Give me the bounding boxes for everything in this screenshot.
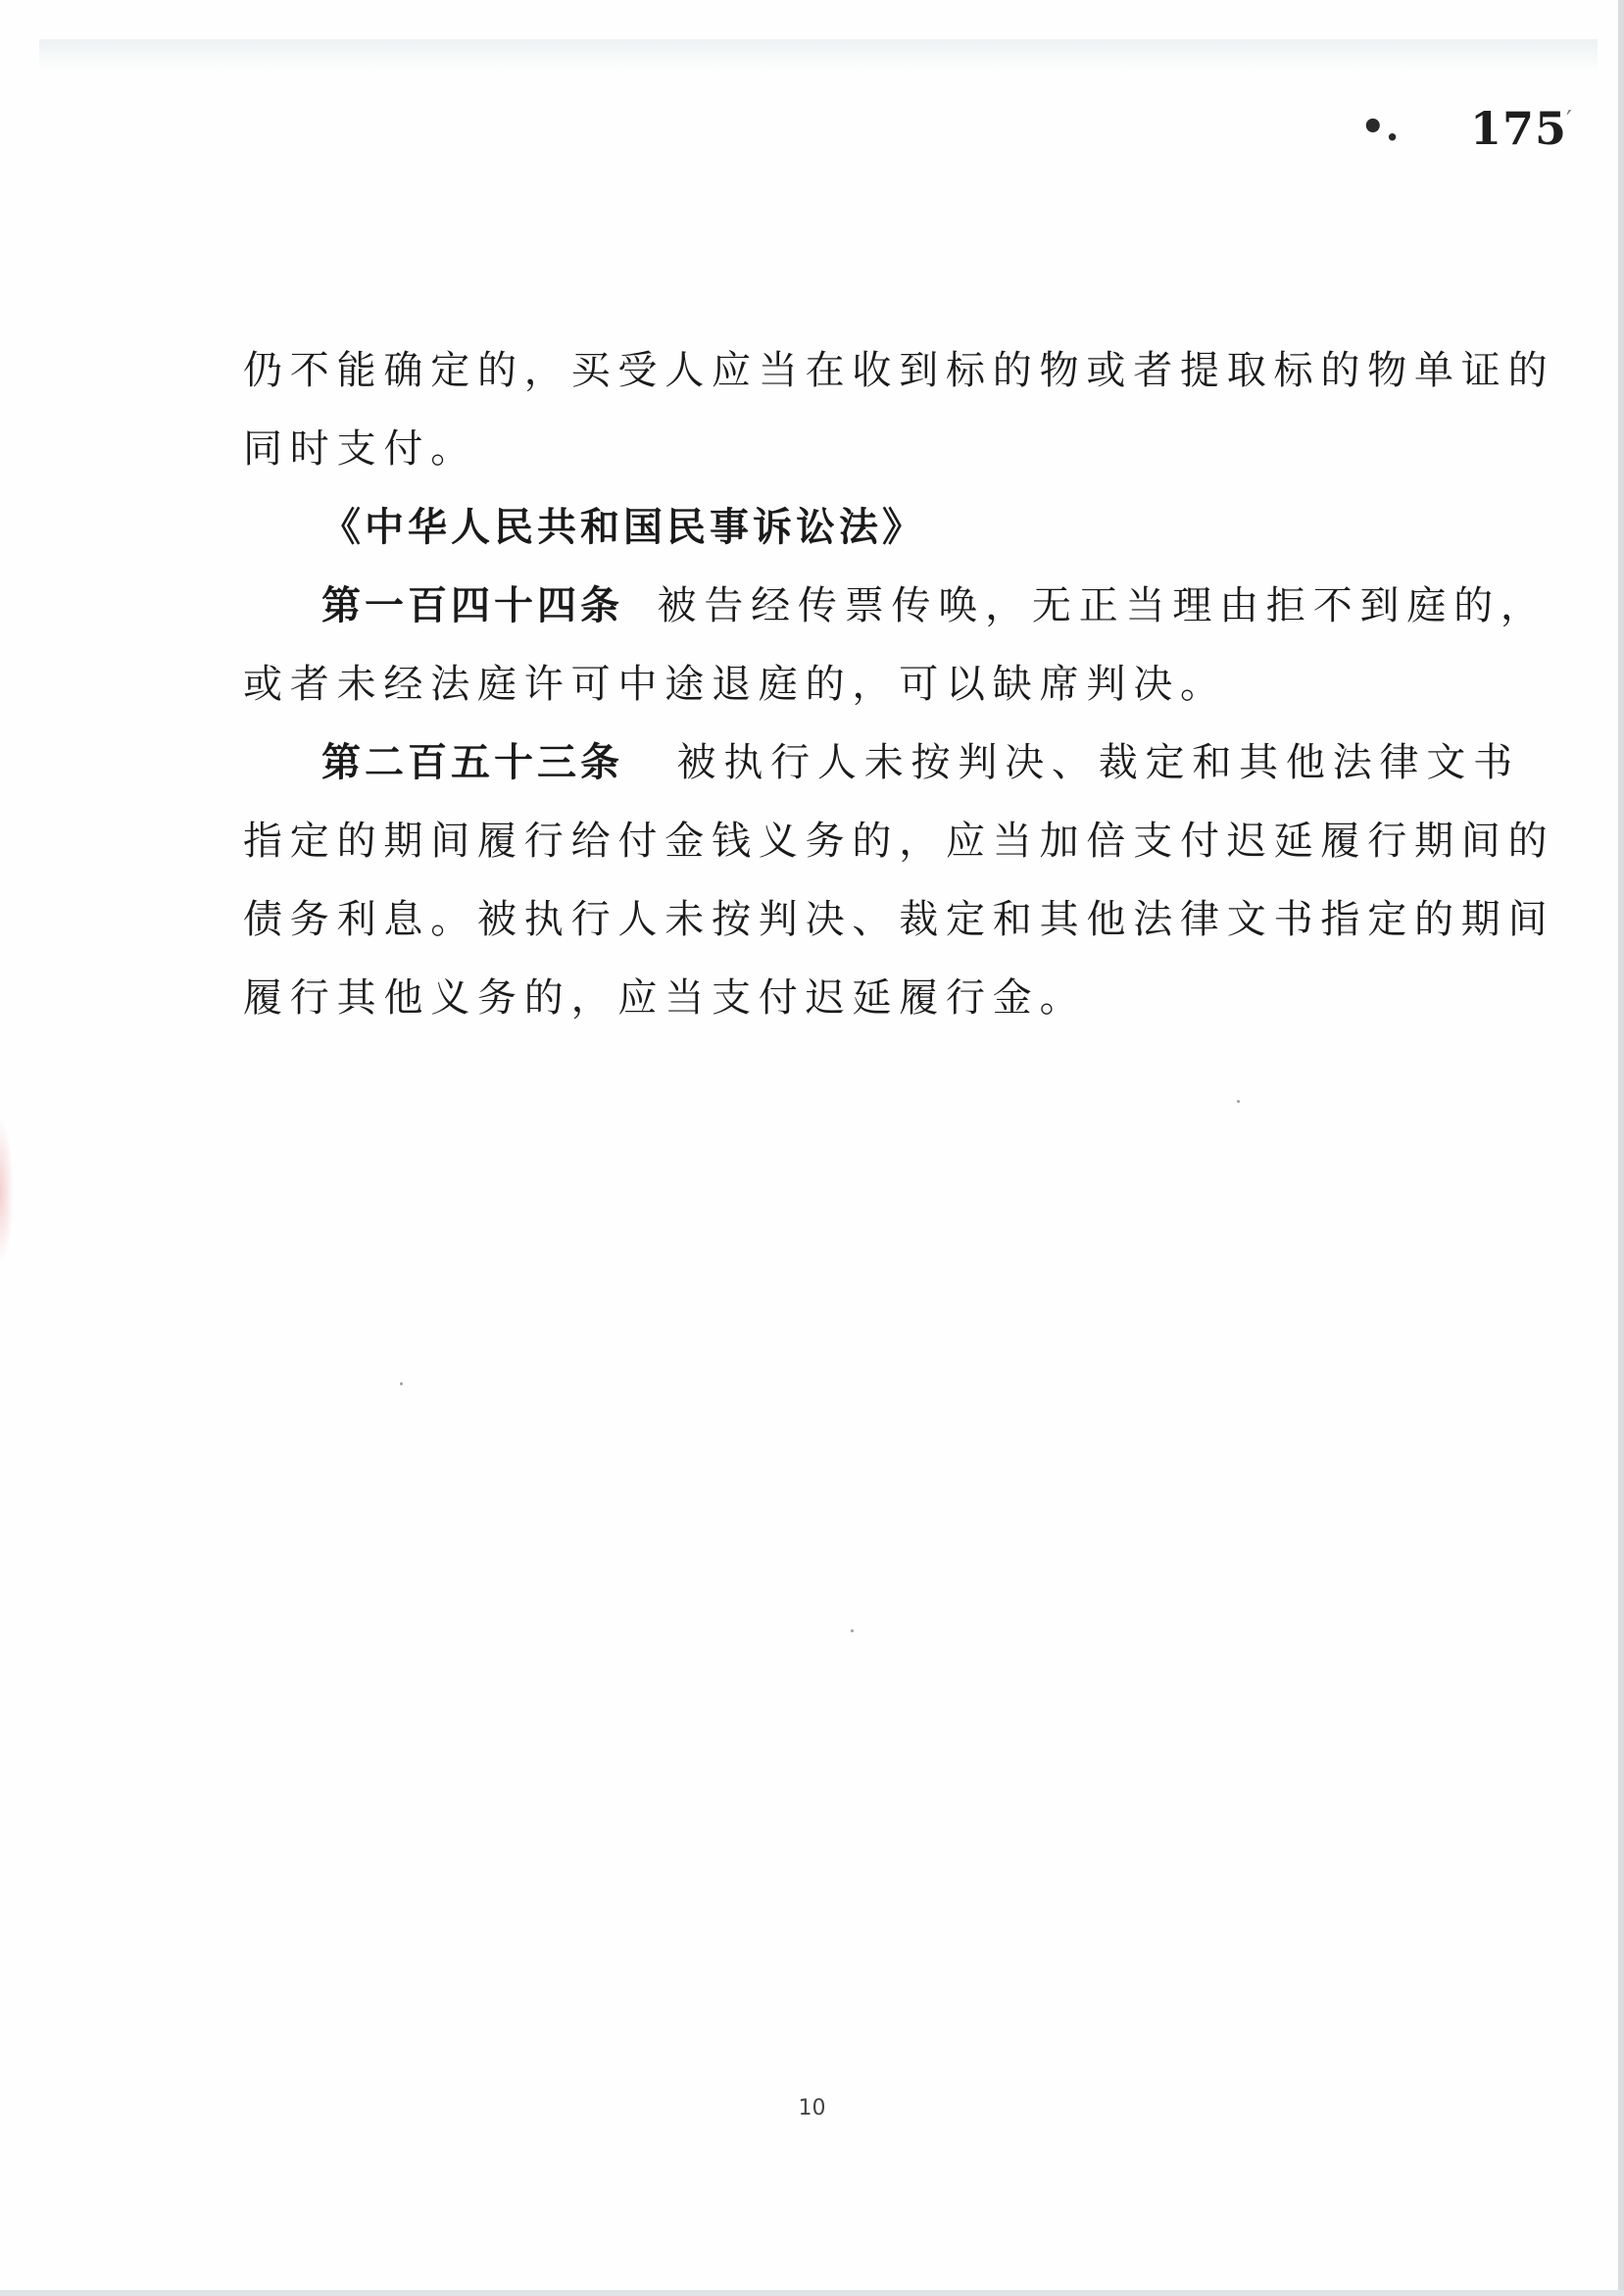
document-body [243, 331, 1555, 1037]
stamped-page-number: 175 [1470, 102, 1568, 155]
scan-speck [1237, 1100, 1240, 1103]
stamp-tick-mark: ′ [1566, 106, 1572, 135]
article-text: 被执行人未按判决、裁定和其他法律文书 [676, 740, 1520, 785]
text-line: 履行其他义务的，应当支付迟延履行金。 [243, 975, 1087, 1021]
scan-bottom-edge [0, 2290, 1624, 2296]
article-heading: 第一百四十四条 [321, 583, 623, 628]
stamp-dots: •. [1360, 104, 1400, 150]
text-line: 同时支付。 [243, 426, 477, 472]
article-first-line [243, 724, 1520, 802]
scan-speck [400, 1382, 403, 1385]
text-line: 债务利息。被执行人未按判决、裁定和其他法律文书指定的期间 [243, 897, 1555, 942]
scan-speck [851, 1629, 854, 1632]
text-line: 或者未经法庭许可中途退庭的，可以缺席判决。 [243, 662, 1227, 707]
article-heading: 第二百五十三条 [321, 740, 623, 785]
footer-page-number: 10 [798, 2096, 826, 2121]
text-line: 指定的期间履行给付金钱义务的，应当加倍支付迟延履行期间的 [243, 819, 1555, 864]
text-line: 仍不能确定的，买受人应当在收到标的物或者提取标的物单证的 [243, 348, 1555, 393]
article-first-line [243, 567, 1548, 645]
scan-top-edge [39, 39, 1598, 75]
scan-left-stain [0, 1118, 14, 1265]
scan-right-edge [1618, 0, 1624, 2296]
law-title: 《中华人民共和国民事诉讼法》 [321, 505, 925, 550]
article-text: 被告经传票传唤，无正当理由拒不到庭的， [657, 583, 1548, 628]
